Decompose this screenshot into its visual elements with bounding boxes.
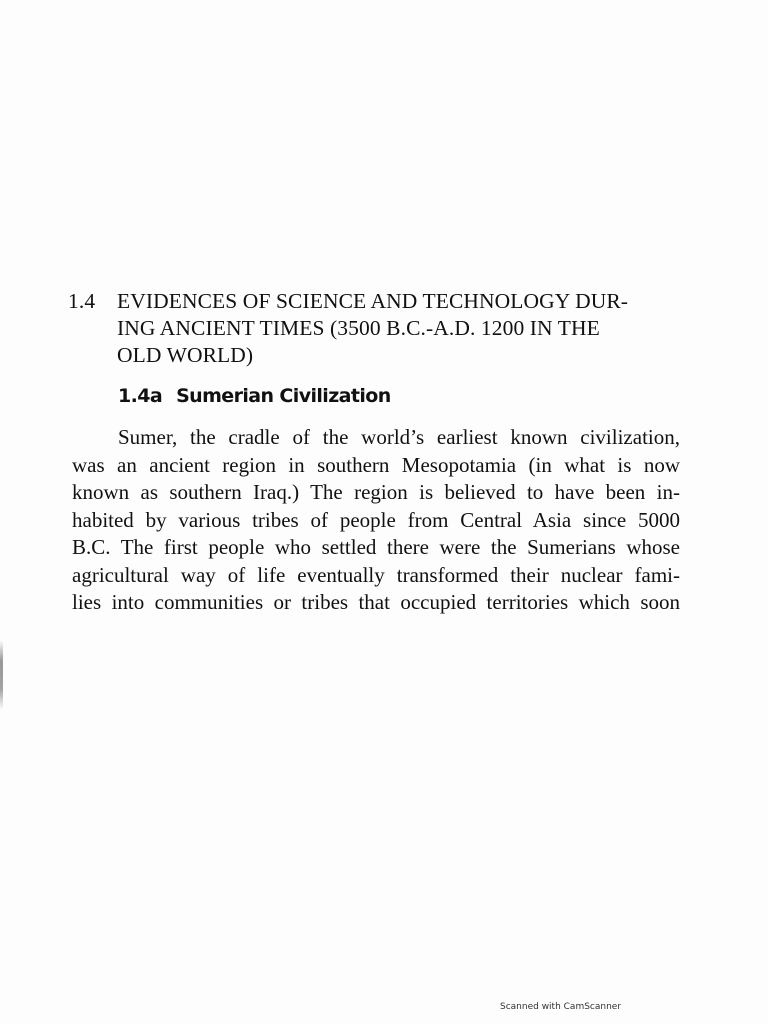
page-edge-shadow [0, 640, 3, 710]
subsection-heading [118, 385, 391, 407]
section-title-line: OLD WORLD) [117, 343, 254, 367]
paragraph-line: Sumer, the cradle of the world’s earliest known civilization, [118, 425, 680, 449]
scanner-watermark: Scanned with CamScanner [500, 1002, 622, 1012]
subsection-title: Sumerian Civilization [176, 385, 391, 407]
paragraph-line: lies into communities or tribes that occupied territories which soon [72, 590, 680, 614]
paragraph-line: agricultural way of life eventually transformed their nuclear fami- [72, 562, 680, 587]
section-heading [68, 288, 698, 369]
paragraph-line: B.C. The first people who settled there were the Sumerians whose [72, 535, 680, 559]
section-title-line: ING ANCIENT TIMES (3500 B.C.-A.D. 1200 IN THE [117, 316, 600, 340]
paragraph-line: habited by various tribes of people from Central Asia since 5000 [72, 507, 680, 532]
section-title-line: EVIDENCES OF SCIENCE AND TECHNOLOGY DUR- [117, 289, 629, 313]
body-paragraph [72, 424, 680, 617]
paragraph-line: was an ancient region in southern Mesopotamia (in what is now [72, 452, 680, 477]
subsection-number: 1.4a [118, 385, 163, 407]
section-title [117, 288, 698, 369]
section-number: 1.4 [68, 289, 96, 313]
paragraph-line: known as southern Iraq.) The region is believed to have been in- [72, 480, 680, 504]
